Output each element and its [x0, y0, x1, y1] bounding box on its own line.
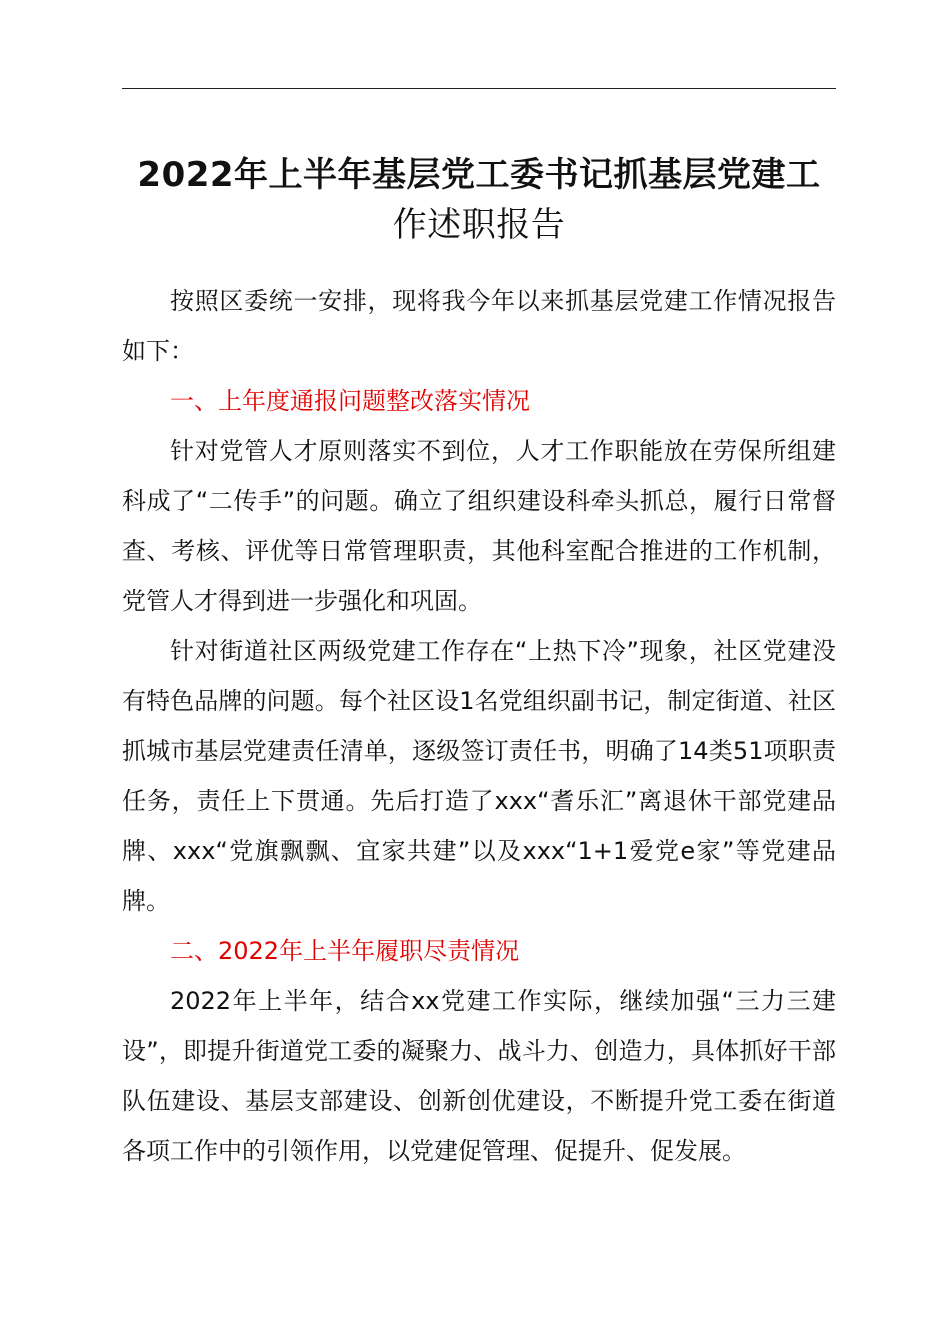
title-line-2: 作述职报告 — [392, 205, 566, 245]
body-paragraph: 针对街道社区两级党建工作存在“上热下冷”现象，社区党建没有特色品牌的问题。每个社区设1名党组织副书记，制定街道、社区抓城市基层党建责任清单，逐级签订责任书，明确了14类51项职责任务，责任上下贯通。先后打造了xxx“耆乐汇”离退休干部党建品牌、xxx“党旗飘飘、宜家共建”以及xxx“1+1爱党e家”等党建品牌。 — [122, 637, 836, 915]
header-rule — [122, 88, 836, 89]
section-heading-1: 一、上年度通报问题整改落实情况 — [170, 387, 530, 415]
section-heading-2: 二、2022年上半年履职尽责情况 — [170, 937, 520, 965]
document-body — [122, 276, 836, 1176]
body-paragraph: 2022年上半年，结合xx党建工作实际，继续加强“三力三建设”，即提升街道党工委的凝聚力、战斗力、创造力，具体抓好干部队伍建设、基层支部建设、创新创优建设，不断提升党工委在街道各项工作中的引领作用，以党建促管理、促提升、促发展。 — [122, 987, 836, 1165]
body-paragraph: 针对党管人才原则落实不到位，人才工作职能放在劳保所组建科成了“二传手”的问题。确立了组织建设科牵头抓总，履行日常督查、考核、评优等日常管理职责，其他科室配合推进的工作机制，党管人才得到进一步强化和巩固。 — [122, 437, 836, 615]
intro-paragraph: 按照区委统一安排，现将我今年以来抓基层党建工作情况报告如下： — [122, 287, 836, 365]
document-title — [122, 150, 836, 250]
title-line-1: 2022年上半年基层党工委书记抓基层党建工 — [137, 155, 821, 195]
